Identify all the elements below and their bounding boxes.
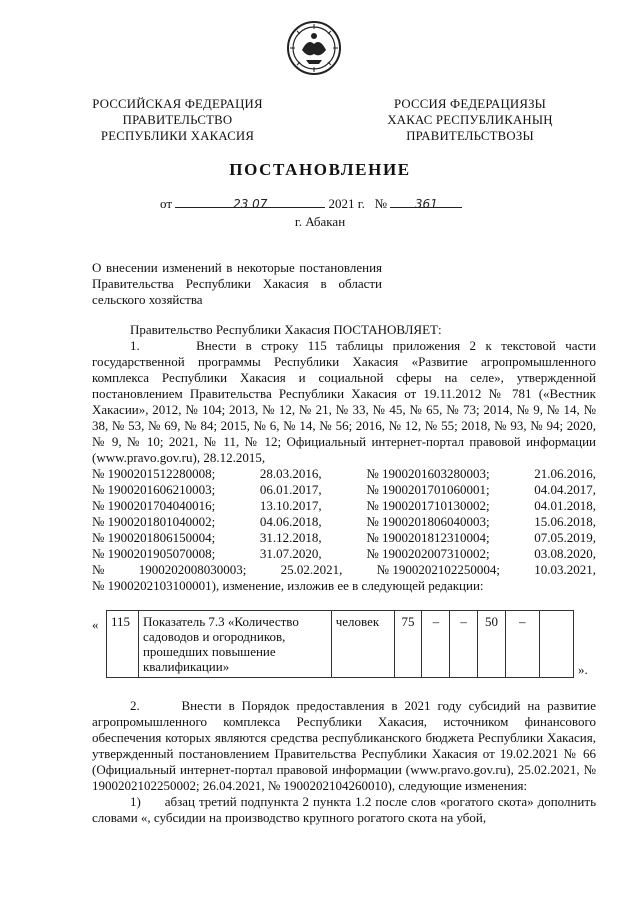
header-left-line: ПРАВИТЕЛЬСТВО bbox=[122, 113, 233, 127]
handwritten-date: 23 07 bbox=[233, 197, 268, 211]
item-2-text: Внести в Порядок предоставления в 2021 году субсидий на развитие агропромышленного комплекса Республики Хакасия, источником финансового обеспечения которых являются средства республиканского бюджета Республики Хакасия, утвержденный постановлением Правительства Республики Хакасия от 19.02.2021 № 66 (Официальный интернет-портал правовой информации (www.pravo.gov.ru), 25.02.2021, № 1900202102250002; 26.04.2021, № 1900202104260010), следующие изменения: bbox=[92, 698, 596, 793]
reference-cell: № 1900201606210003; bbox=[92, 482, 216, 497]
header-right-line: ПРАВИТЕЛЬСТВОЗЫ bbox=[406, 129, 534, 143]
reference-cell: 04.04.2017, bbox=[534, 482, 596, 497]
reference-row bbox=[92, 498, 596, 514]
item-1-ending: № 1900202103100001), изменение, изложив ее в следующей редакции: bbox=[92, 578, 484, 593]
header-right bbox=[370, 96, 570, 144]
cell-value: – bbox=[450, 611, 478, 678]
reference-cell: 03.08.2020, bbox=[534, 546, 596, 561]
reference-cell: 07.05.2019, bbox=[534, 530, 596, 545]
subitem-1-number: 1) bbox=[130, 794, 141, 809]
subitem-1-text: абзац третий подпункта 2 пункта 1.2 после слов «рогатого скота» дополнить словами «, субсидии на производство крупного рогатого скота на убой, bbox=[92, 794, 597, 825]
item-1 bbox=[92, 338, 596, 466]
cell-value: 50 bbox=[478, 611, 506, 678]
item-2 bbox=[92, 698, 596, 794]
handwritten-number: 361 bbox=[414, 197, 438, 211]
item-1-number: 1. bbox=[130, 338, 140, 353]
reference-cell: № 1900201801040002; bbox=[92, 514, 216, 529]
reference-cell: 13.10.2017, bbox=[259, 498, 322, 513]
reference-cell: № 1900202007310002; bbox=[366, 546, 490, 561]
reference-cell: № bbox=[92, 562, 105, 577]
cell-indicator: Показатель 7.3 «Количество садоводов и огородников, прошедших повышение квалификации» bbox=[138, 611, 331, 678]
body-part-2 bbox=[92, 698, 596, 826]
cell-unit: человек bbox=[331, 611, 394, 678]
reference-cell: № 1900202102250004; bbox=[376, 562, 500, 577]
reference-cell: 06.01.2017, bbox=[259, 482, 322, 497]
reference-cell: № 1900201812310004; bbox=[366, 530, 490, 545]
reference-cell: 25.02.2021, bbox=[280, 562, 343, 577]
reference-cell: 04.06.2018, bbox=[259, 514, 322, 529]
reference-cell: 28.03.2016, bbox=[259, 466, 322, 481]
reference-cell: № 1900201704040016; bbox=[92, 498, 216, 513]
reference-cell: 10.03.2021, bbox=[534, 562, 596, 577]
reference-row bbox=[92, 546, 596, 562]
header-right-line: ХАКАС РЕСПУБЛИКАНЫҢ bbox=[387, 113, 553, 127]
reference-cell: № 1900201806150004; bbox=[92, 530, 216, 545]
reference-cell: № 1900201603280003; bbox=[366, 466, 490, 481]
reference-list bbox=[92, 466, 596, 578]
table-row bbox=[107, 611, 574, 678]
subject: О внесении изменений в некоторые постановления Правительства Республики Хакасия в области сельского хозяйства bbox=[92, 260, 382, 307]
reference-cell: № 1900201905070008; bbox=[92, 546, 216, 561]
close-quote: ». bbox=[578, 662, 588, 677]
item-2-number: 2. bbox=[130, 698, 140, 713]
reference-row bbox=[92, 482, 596, 498]
reference-cell: 1900202008030003; bbox=[138, 562, 247, 577]
reference-cell: № 1900201710130002; bbox=[366, 498, 490, 513]
reference-row bbox=[92, 514, 596, 530]
header-left-line: РЕСПУБЛИКИ ХАКАСИЯ bbox=[100, 129, 255, 143]
reference-row bbox=[92, 466, 596, 482]
reference-cell: 21.06.2016, bbox=[534, 466, 596, 481]
reference-row bbox=[92, 562, 596, 578]
reference-row bbox=[92, 530, 596, 546]
date-prefix: от bbox=[160, 196, 173, 211]
reference-cell: 15.06.2018, bbox=[534, 514, 596, 529]
preamble: Правительство Республики Хакасия ПОСТАНОВЛЯЕТ: bbox=[130, 322, 442, 337]
body-part-1 bbox=[92, 322, 596, 594]
reference-cell: 04.01.2018, bbox=[534, 498, 596, 513]
reference-cell: № 1900201701060001; bbox=[366, 482, 490, 497]
cell-row-number: 115 bbox=[107, 611, 139, 678]
item-1-text: Внести в строку 115 таблицы приложения 2 к текстовой части государственной программы Республики Хакасия «Развитие агропромышленного комплекса Республики Хакасия и социальной сферы на селе», утвержденной постановлением Правительства Республики Хакасия от 19.11.2012 № 781 («Вестник Хакасии», 2012, № 104; 2013, № 12, № 21, № 33, № 45, № 65, № 73; 2014, № 9, № 14, № 38, № 53, № 69, № 84; 2015, № 6, № 14, № 56; 2016, № 12, № 55; 2018, № 93, № 94; 2020, № 9, № 10; 2021, № 11, № 12; Официальный интернет-портал правовой информации (www.pravo.gov.ru), 28.12.2015, bbox=[92, 338, 596, 465]
city: г. Абакан bbox=[294, 214, 346, 229]
header-right-line: РОССИЯ ФЕДЕРАЦИЯЗЫ bbox=[393, 97, 547, 111]
reference-cell: 31.07.2020, bbox=[259, 546, 322, 561]
cell-value: – bbox=[422, 611, 450, 678]
year-label: 2021 г. bbox=[328, 196, 365, 211]
subitem-1 bbox=[92, 794, 596, 826]
cell-value bbox=[539, 611, 573, 678]
coat-of-arms-emblem bbox=[286, 20, 342, 76]
date-blank bbox=[175, 196, 325, 211]
amendment-table bbox=[106, 610, 574, 678]
date-number-line bbox=[160, 196, 462, 212]
reference-cell: № 1900201806040003; bbox=[366, 514, 490, 529]
number-sign: № bbox=[374, 196, 388, 211]
reference-cell: 31.12.2018, bbox=[259, 530, 322, 545]
open-quote: « bbox=[92, 617, 99, 632]
cell-value: – bbox=[505, 611, 539, 678]
document-title: ПОСТАНОВЛЕНИЕ bbox=[229, 160, 411, 179]
number-blank bbox=[390, 196, 462, 211]
reference-cell: № 1900201512280008; bbox=[92, 466, 216, 481]
header-left bbox=[70, 96, 285, 144]
header-left-line: РОССИЙСКАЯ ФЕДЕРАЦИЯ bbox=[92, 97, 263, 111]
cell-value: 75 bbox=[394, 611, 422, 678]
